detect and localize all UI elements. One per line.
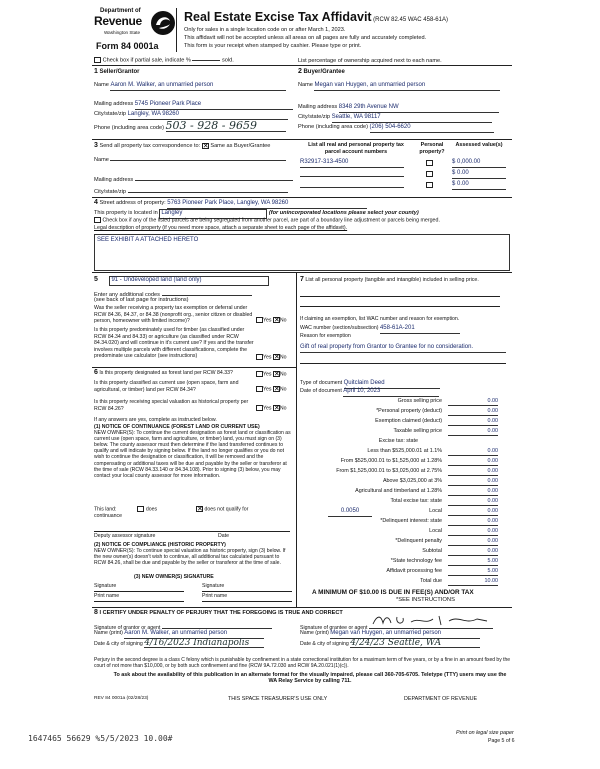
header-note-2: This affidavit will not be accepted unless all areas on all pages are fully and accurately completed. bbox=[184, 35, 427, 41]
parcel-header: List all real and personal property tax parcel account numbers bbox=[308, 142, 404, 155]
section-8-num: 8 bbox=[94, 609, 98, 616]
s5q2-yes-checkbox[interactable] bbox=[256, 354, 263, 360]
grantee-date-label: Date & city of signing bbox=[300, 641, 349, 647]
tax-row: *Delinquent interest: state 0.00 bbox=[380, 518, 498, 524]
tax-value[interactable]: 0.00 bbox=[448, 458, 498, 466]
legal-description-field[interactable]: SEE EXHIBIT A ATTACHED HERETO bbox=[94, 234, 510, 271]
tax-row: Taxable selling price 0.00 bbox=[393, 428, 498, 434]
s5q2-no-label: No bbox=[279, 354, 287, 361]
parcel-row bbox=[300, 181, 510, 189]
notice-1-body: NEW OWNER(S): To continue the current designation as forest land or classification as current use (open space, farm and agriculture, or timber) land, you must sign on (3) below. The county assessor must then determine if the land transferred continues to qualify and will indicate by signing below. If the land no longer qualifies or you do not wish to continue the designation or classification, it will be removed and the compensating or additional taxes will be due and payable by the seller or transferor at the time of sale (RCW 84.33.140 or 84.34.108). Prior to signing (3) below, you may contact your local county assessor for more information. bbox=[94, 430, 291, 479]
seller-section bbox=[94, 68, 294, 138]
s3-mailing-label: Mailing address bbox=[94, 177, 134, 183]
tax-value[interactable]: 0.00 bbox=[448, 498, 498, 506]
buyer-mailing-label: Mailing address bbox=[298, 104, 338, 110]
tax-row: Less than $525,000.01 at 1.1% 0.00 bbox=[367, 448, 498, 454]
grantor-name-field[interactable]: Aaron M. Walker, an unmarried person bbox=[124, 630, 264, 639]
title-text: Real Estate Excise Tax Affidavit bbox=[184, 10, 372, 24]
s6q2-no-label: No bbox=[279, 386, 287, 393]
s5q1-yes-checkbox[interactable] bbox=[256, 317, 263, 323]
section-7-text: List all personal property (tangible and intangible) included in selling price. bbox=[305, 277, 479, 283]
parcel-number[interactable]: R32917-313-4500 bbox=[300, 159, 404, 168]
buyer-phone-field[interactable]: (206) 504-6620 bbox=[370, 124, 494, 133]
s6q2-no-checkbox[interactable] bbox=[273, 386, 280, 392]
land-does-checkbox[interactable] bbox=[137, 506, 144, 512]
seller-phone-label: Phone (including area code) bbox=[94, 125, 164, 131]
partial-sale-suffix: sold. bbox=[222, 57, 234, 64]
assessed-value[interactable]: $ 0,000.00 bbox=[452, 159, 506, 168]
street-field[interactable]: 5763 Pioneer Park Place, Langley, WA 98260 bbox=[167, 200, 367, 209]
personal-header: Personal property? bbox=[419, 142, 445, 155]
tax-value[interactable]: 0.00 bbox=[448, 508, 498, 516]
deputy-signature-label: Deputy assessor signature bbox=[94, 533, 156, 539]
seller-mailing-label: Mailing address bbox=[94, 101, 134, 107]
s6q1-yes-checkbox[interactable] bbox=[256, 371, 263, 377]
tax-value[interactable]: 10.00 bbox=[448, 578, 498, 586]
parcel-row bbox=[300, 170, 510, 178]
located-note: (for unincorporated locations please select your county) bbox=[268, 210, 419, 216]
tax-value[interactable]: 5.00 bbox=[448, 558, 498, 566]
form-number: Form 84 0001a bbox=[96, 41, 159, 51]
tax-row: *State technology fee 5.00 bbox=[390, 558, 498, 564]
tax-row: Above $3,025,000 at 3% 0.00 bbox=[382, 478, 498, 484]
notice-1-title: (1) NOTICE OF CONTINUANCE (FOREST LAND OR CURRENT USE) bbox=[94, 424, 260, 430]
certify-text: I CERTIFY UNDER PENALTY OF PERJURY THAT THE FOREGOING IS TRUE AND CORRECT bbox=[99, 610, 343, 616]
treasurer-use-label: THIS SPACE TREASURER'S USE ONLY bbox=[228, 696, 328, 702]
dor-logo bbox=[94, 8, 178, 42]
s3-name-field[interactable] bbox=[110, 155, 286, 161]
buyer-mailing-field[interactable]: 8348 29th Avenue NW bbox=[339, 104, 499, 113]
timber-question: Is this property predominately used for timber (as classified under RCW 84.34 and 84.33) or agriculture (as classified under RCW 84.34.020) and will continue in it's current use? If yes and the transfer involves multiple parcels with different classifications, complete the predominate use calculator (see instructions) bbox=[94, 327, 254, 359]
tax-value[interactable]: 5.00 bbox=[448, 568, 498, 576]
s3-city-field[interactable] bbox=[128, 187, 288, 193]
tax-value[interactable]: 0.00 bbox=[448, 528, 498, 536]
legal-paper-note: Print on legal size paper bbox=[456, 730, 514, 736]
s6q3-yes-label: Yes bbox=[263, 405, 272, 412]
tax-row: Affidavit processing fee 5.00 bbox=[386, 568, 498, 574]
grantor-name-label: Name (print) bbox=[94, 630, 123, 636]
s6q2-yes-label: Yes bbox=[263, 386, 272, 393]
land-does-not-label: does not qualify for bbox=[204, 506, 249, 513]
revision-label: REV 84 0001a (02/28/23) bbox=[94, 696, 149, 701]
seller-mailing-field[interactable]: 5745 Pioneer Park Place bbox=[135, 101, 293, 110]
doc-date-field[interactable]: April 10, 2023 bbox=[343, 388, 439, 397]
parcel-row bbox=[300, 159, 510, 167]
additional-codes-label: Enter any additional codes bbox=[94, 292, 160, 298]
s6q1-no-label: No bbox=[279, 371, 287, 378]
s5q2-yes-label: Yes bbox=[263, 354, 272, 361]
see-back-label: (see back of last page for instructions) bbox=[94, 297, 189, 303]
parcel-number[interactable] bbox=[300, 170, 404, 177]
s6q3-no-label: No bbox=[279, 405, 287, 412]
reason-label: Reason for exemption bbox=[300, 333, 351, 339]
tax-row: *Personal property (deduct) 0.00 bbox=[376, 408, 498, 414]
seller-heading: Seller/Grantor bbox=[99, 69, 140, 75]
personal-property-checkbox[interactable] bbox=[426, 182, 433, 188]
grantee-signature-scribble bbox=[369, 613, 493, 627]
exemption-label: If claiming an exemption, list WAC number and reason for exemption. bbox=[300, 316, 460, 322]
tax-value[interactable]: 0.00 bbox=[448, 518, 498, 526]
s3-name-label: Name bbox=[94, 157, 109, 163]
segregated-label: Check box if any of the listed parcels are being segregated from another parcel, are part of a boundary line adjustment or parcels being merged. bbox=[102, 217, 440, 224]
section-4 bbox=[94, 199, 512, 271]
s5q1-no-checkbox[interactable] bbox=[273, 317, 280, 323]
section-7 bbox=[300, 276, 510, 394]
grantee-sig-label: Signature of grantee or agent bbox=[300, 625, 368, 631]
ownership-note: List percentage of ownership acquired next to each name. bbox=[298, 58, 442, 64]
seller-name-label: Name bbox=[94, 82, 109, 88]
new-owner-print-2[interactable]: Print name bbox=[202, 593, 228, 599]
logo-dept-text: Department of bbox=[100, 8, 141, 14]
s6q1-yes-label: Yes bbox=[263, 371, 272, 378]
assessed-header: Assessed value(s) bbox=[455, 142, 503, 148]
section-3-num: 3 bbox=[94, 142, 98, 149]
located-label: This property is located in bbox=[94, 210, 158, 216]
located-select[interactable]: Langley bbox=[159, 209, 267, 219]
buyer-city-label: City/state/zip bbox=[298, 114, 331, 120]
tax-value[interactable]: 0.00 bbox=[448, 548, 498, 556]
grantee-date-field[interactable]: 4/24/23 Seattle, WA bbox=[350, 639, 480, 648]
exemption-question: Was the seller receiving a property tax exemption or deferral under RCW 84.36, 84.37, or 84.38 (nonprofit org., senior citizen or disabled person, homeowner with limited income)? bbox=[94, 305, 253, 324]
additional-codes-field[interactable] bbox=[162, 290, 252, 296]
s6q1-no-checkbox[interactable] bbox=[273, 371, 280, 377]
tax-value[interactable]: 0.00 bbox=[448, 408, 498, 416]
tax-row: Local 0.00 bbox=[429, 528, 498, 534]
new-owner-signature-2[interactable]: Signature bbox=[202, 583, 225, 589]
assessed-value[interactable]: $ 0.00 bbox=[452, 170, 506, 179]
land-does-not-checkbox[interactable] bbox=[196, 506, 203, 512]
tax-row: Agricultural and timberland at 1.28% 0.00 bbox=[355, 488, 498, 494]
partial-sale-checkbox[interactable] bbox=[94, 57, 101, 63]
deputy-date-label: Date bbox=[218, 533, 229, 539]
tax-value[interactable]: 0.00 bbox=[448, 538, 498, 546]
tax-value[interactable]: 0.00 bbox=[448, 398, 498, 406]
tax-row: Subtotal 0.00 bbox=[422, 548, 498, 554]
s6q3-no-checkbox[interactable] bbox=[273, 405, 280, 411]
doc-type-label: Type of document bbox=[300, 380, 343, 386]
notice-2-title: (2) NOTICE OF COMPLIANCE (HISTORIC PROPERTY) bbox=[94, 542, 226, 548]
buyer-name-field[interactable]: Megan van Huygen, an unmarried person bbox=[314, 82, 500, 91]
section-5 bbox=[94, 276, 294, 371]
see-instructions-note: *SEE INSTRUCTIONS bbox=[396, 597, 455, 603]
rcw-text: (RCW 82.45 WAC 458-61A) bbox=[373, 17, 448, 23]
tax-row: 0.0050 Local 0.00 bbox=[330, 508, 500, 517]
s5q2-no-checkbox[interactable] bbox=[273, 354, 280, 360]
segregated-checkbox[interactable] bbox=[94, 217, 101, 223]
section-8 bbox=[94, 609, 512, 657]
wac-label: WAC number (section/subsection) bbox=[300, 325, 379, 331]
buyer-heading: Buyer/Grantee bbox=[303, 69, 345, 75]
land-use-select[interactable]: 91 - Undeveloped land (land only) bbox=[109, 276, 269, 286]
buyer-num: 2 bbox=[298, 68, 302, 75]
grantor-date-label: Date & city of signing bbox=[94, 641, 143, 647]
section-5-num: 5 bbox=[94, 276, 98, 283]
personal-property-checkbox[interactable] bbox=[426, 171, 433, 177]
header-note-1: Only for sales in a single location code on or after March 1, 2023. bbox=[184, 27, 346, 33]
same-as-buyer-label: Same as Buyer/Grantee bbox=[210, 143, 271, 149]
page-number: Page 5 of 6 bbox=[488, 738, 515, 744]
seller-num: 1 bbox=[94, 68, 98, 75]
historic-question: Is this property receiving special valuation as historical property per RCW 84.26? bbox=[94, 399, 249, 412]
section-6-num: 6 bbox=[94, 369, 98, 376]
same-as-buyer-checkbox[interactable] bbox=[202, 143, 209, 149]
local-rate-field[interactable]: 0.0050 bbox=[328, 508, 372, 517]
buyer-city-field[interactable]: Seattle, WA 98117 bbox=[332, 114, 492, 123]
this-land-label: This land: bbox=[94, 506, 117, 513]
s3-city-label: City/state/zip bbox=[94, 189, 127, 195]
forest-question: Is this property designated as forest land per RCW 84.33? bbox=[99, 370, 233, 376]
s6q3-yes-checkbox[interactable] bbox=[256, 405, 263, 411]
logo-state-text: Washington State bbox=[104, 30, 141, 35]
assessed-value[interactable]: $ 0.00 bbox=[452, 181, 506, 190]
parcel-number[interactable] bbox=[300, 181, 404, 188]
seller-city-field[interactable]: Langley, WA 98260 bbox=[128, 111, 288, 120]
recording-stamp: 1647465 56629 %5/5/2023 10.00# bbox=[28, 734, 173, 743]
doc-type-field[interactable]: Quitclaim Deed bbox=[344, 380, 440, 389]
tax-value[interactable]: 0.00 bbox=[448, 428, 498, 436]
legal-description-label: Legal description of property (if you need more space, attach a separate sheet to each page of the affidavit). bbox=[94, 225, 348, 231]
section-6 bbox=[94, 369, 294, 609]
tax-row: Excise tax: state bbox=[378, 438, 418, 444]
logo-swirl-icon bbox=[150, 10, 176, 36]
tax-row: From $525,000.01 to $1,525,000 at 1.28% 0.00 bbox=[340, 458, 498, 464]
tax-value[interactable]: 0.00 bbox=[448, 468, 498, 476]
form-title bbox=[184, 10, 448, 26]
seller-name-field[interactable]: Aaron M. Walker, an unmarried person bbox=[110, 82, 286, 91]
buyer-section bbox=[298, 68, 508, 138]
section-4-num: 4 bbox=[94, 199, 98, 206]
tax-row: From $1,525,000.01 to $3,025,000 at 2.75% 0.00 bbox=[336, 468, 498, 474]
grantor-date-field[interactable]: 4/16/2023 Indianapolis bbox=[144, 639, 264, 648]
tax-row: Gross selling price 0.00 bbox=[397, 398, 498, 404]
tax-value[interactable]: 0.00 bbox=[448, 448, 498, 456]
section-3-text: Send all property tax correspondence to: bbox=[99, 143, 201, 149]
tax-row: Total due 10.00 bbox=[420, 578, 498, 584]
seller-city-label: City/state/zip bbox=[94, 111, 127, 117]
buyer-name-label: Name bbox=[298, 82, 313, 88]
new-owner-signature-heading: (3) NEW OWNER(S) SIGNATURE bbox=[134, 574, 214, 580]
tax-value[interactable]: 0.00 bbox=[448, 488, 498, 496]
dor-footer-label: DEPARTMENT OF REVENUE bbox=[404, 696, 478, 702]
current-use-question: Is this property classified as current use (open space, farm and agricultural, or timber) land per RCW 84.34? bbox=[94, 380, 239, 393]
section-3 bbox=[94, 142, 512, 198]
buyer-phone-label: Phone (including area code) bbox=[298, 124, 368, 130]
new-owner-signature-1[interactable]: Signature bbox=[94, 583, 117, 589]
s5q1-no-label: No bbox=[279, 317, 287, 324]
seller-phone-field[interactable]: 503 - 928 - 9659 bbox=[166, 121, 286, 132]
wac-field[interactable]: 458-61A-201 bbox=[380, 325, 460, 334]
tax-row: Total excise tax: state 0.00 bbox=[390, 498, 498, 504]
grantee-signature-field[interactable] bbox=[369, 621, 493, 629]
grantee-name-field[interactable]: Megan van Huygen, an unmarried person bbox=[330, 630, 480, 639]
s5q1-yes-label: Yes bbox=[263, 317, 272, 324]
grantee-name-label: Name (print) bbox=[300, 630, 329, 636]
partial-sale-row bbox=[94, 57, 234, 64]
street-label: Street address of property: bbox=[99, 200, 166, 206]
s3-mailing-field[interactable] bbox=[135, 175, 293, 181]
header-note-3: This form is your receipt when stamped by cashier. Please type or print. bbox=[184, 43, 362, 49]
logo-revenue-text: Revenue bbox=[94, 14, 142, 28]
new-owner-print-1[interactable]: Print name bbox=[94, 593, 120, 599]
tax-value[interactable]: 0.00 bbox=[448, 478, 498, 486]
alt-format-note: To ask about the availability of this publication in an alternate format for the visually impaired, please call 360-705-6705. Teletype (TTY) users may use the WA Relay Service by calling 711. bbox=[113, 672, 507, 685]
grantor-signature-field[interactable] bbox=[162, 621, 272, 629]
tax-row: Exemption claimed (deduct) 0.00 bbox=[375, 418, 498, 424]
minimum-due-note: A MINIMUM OF $10.00 IS DUE IN FEE(S) AND/OR TAX bbox=[312, 589, 474, 596]
perjury-note: Perjury in the second degree is a class C felony which is punishable by confinement in a state correctional institution for a maximum term of five years, or by a fine in an amount fixed by the court of not more than $10,000, or by both such confinement and fine (RCW 9A.72.030 and RCW 9A.20.021(1)(c)). bbox=[94, 657, 511, 669]
doc-date-label: Date of document bbox=[300, 388, 342, 394]
continuance-label: continuance bbox=[94, 513, 122, 519]
notice-2-body: NEW OWNER(S): To continue special valuation as historic property, sign (3) below. If the new owner(s) doesn't wish to continue, all additional tax calculated pursuant to RCW 84.26, shall be due and payable by the seller or transferor at the time of sale. bbox=[94, 548, 286, 567]
reason-field[interactable]: Gift of real property from Grantor to Grantee for no consideration. bbox=[300, 344, 506, 353]
if-yes-note: If any answers are yes, complete as instructed below. bbox=[94, 417, 217, 423]
personal-property-checkbox[interactable] bbox=[426, 160, 433, 166]
tax-row: *Delinquent penalty 0.00 bbox=[395, 538, 498, 544]
land-does-label: does bbox=[145, 506, 158, 513]
grantor-sig-label: Signature of grantor or agent bbox=[94, 625, 161, 631]
section-7-num: 7 bbox=[300, 276, 304, 283]
partial-sale-label: Check box if partial sale, indicate % bbox=[102, 57, 191, 64]
tax-value[interactable]: 0.00 bbox=[448, 418, 498, 426]
s6q2-yes-checkbox[interactable] bbox=[256, 386, 263, 392]
